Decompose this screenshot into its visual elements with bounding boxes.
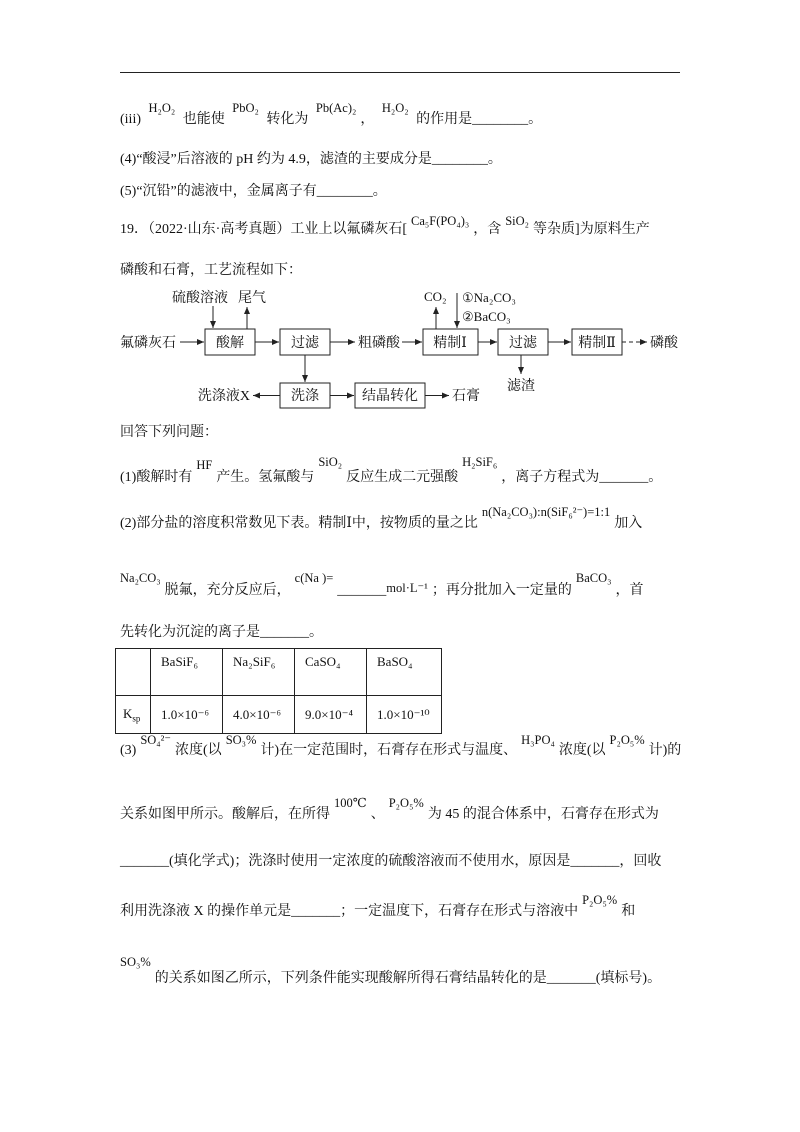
formula-so3-percent: SO₃% [120,955,151,969]
flow-label-residue: 滤渣 [507,379,535,394]
q19-2-cont-text: ；再分批加入一定量的 [431,583,572,598]
flow-box-filter1-label: 过滤 [291,336,319,351]
q19-1-line [120,455,663,487]
formula-so4: SO₄²⁻ [140,733,172,747]
q19-prompt-line [120,423,218,443]
flow-label-wash-liquid: 洗涤液X [197,389,250,404]
q19-1-text: ，离子方程式为_______。 [501,470,663,485]
ksp-table-value-cell: 9.0×10⁻⁴ [295,696,367,734]
formula-sio2: SiO₂ [318,455,343,469]
formula-pbac2: Pb(Ac)₂ [315,101,357,115]
flow-label-phosphoric-acid: 磷酸 [650,336,678,351]
ksp-table-value-cell: 1.0×10⁻¹⁰ [367,696,442,734]
header-rule [120,72,680,73]
q19-3-line4 [120,893,636,921]
flow-label-co2: CO₂ [424,289,447,304]
flow-box-refine1-label: 精制Ⅰ [433,336,467,351]
ksp-table-row-label [116,696,151,734]
q19-1-text: (1)酸解时有 [120,470,193,485]
ksp-table-header-cell: CaSO₄ [295,649,367,696]
formula-hf: HF [196,458,213,472]
q19-3-line5 [120,955,662,988]
formula-h2o2: H₂O₂ [148,101,176,115]
process-flowchart [110,285,690,413]
q19-2-text: 加入 [614,516,643,531]
q19-intro-text: 等杂质]为原料生产 [533,222,650,237]
formula-molar-ratio: n(Na₂CO₃):n(SiF₆²⁻)=1:1 [481,505,611,519]
flow-label-crude-acid: 粗磷酸 [358,336,400,351]
q19-3-l2-text: 、 [370,807,385,822]
formula-h2o2: H₂O₂ [381,101,409,115]
q19-3-l5-text: 的关系如图乙所示，下列条件能实现酸解所得石膏结晶转化的是_______(填标号)。 [154,971,662,986]
flow-label-feed: 氟磷灰石 [120,336,176,351]
q19-intro-cont-text: 磷酸和石膏，工艺流程如下： [120,263,302,278]
q18-iii-line [120,101,543,129]
formula-pbo2: PbO₂ [232,101,259,115]
ksp-subscript: sp [132,713,141,724]
q19-3-line [120,733,682,760]
q19-3-line3 [120,852,661,872]
q19-intro-line [120,214,650,239]
q18-iii-text: 的作用是________。 [416,112,543,127]
q19-3-l4-text: 利用洗涤液 X 的操作单元是_______；一定温度下，石膏存在形式与溶液中 [120,904,579,919]
q19-3-text: 计)在一定范围时，石膏存在形式与温度、 [260,743,518,758]
formula-sio2: SiO₂ [505,214,530,228]
q18-iii-text: 也能使 [182,112,225,127]
q18-4-text: (4)“酸浸”后溶液的 pH 约为 4.9，滤渣的主要成分是________。 [120,152,502,167]
q18-iii-text: ， [360,112,375,127]
flow-label-reagent2: ②BaCO₃ [462,309,511,324]
ksp-table-value-cell: 1.0×10⁻⁶ [151,696,223,734]
q19-3-l2-text: 关系如图甲所示。酸解后，在所得 [120,807,330,822]
q18-iii-label: (iii) [120,112,141,127]
flow-label-gypsum: 石膏 [452,389,480,404]
q19-2-cont-text: ，首 [615,583,644,598]
q19-3-text: 浓度(以 [175,743,222,758]
ksp-table-header-row [116,649,442,696]
formula-p2o5-percent: P₂O₅% [582,893,618,907]
formula-h2sif6: H₂SiF₆ [462,455,498,469]
q19-3-text: 计)的 [648,743,682,758]
ksp-table-value-row [116,696,442,734]
q19-3-l3-text: _______(填化学式)；洗涤时使用一定浓度的硫酸溶液而不使用水，原因是_______，回收 [120,854,662,869]
flow-label-sulfuric-acid: 硫酸溶液 [172,291,228,306]
formula-unit-mol-per-l: mol·L⁻¹ [386,581,428,595]
flow-box-crystal-transform-label: 结晶转化 [362,389,418,404]
ksp-table-header-cell: BaSO₄ [367,649,442,696]
ksp-table-value-cell: 4.0×10⁻⁶ [223,696,295,734]
q18-iii-text: 转化为 [266,112,309,127]
q18-4-line [120,150,502,170]
ksp-table [115,648,442,734]
formula-h3po4: H₃PO₄ [521,733,555,747]
flow-box-filter2-label: 过滤 [509,336,537,351]
formula-baco3: BaCO₃ [575,571,612,585]
q19-2-cont2-text: 先转化为沉淀的离子是_______。 [120,625,323,640]
q19-intro-cont-line [120,261,302,281]
q19-3-line2 [120,796,659,824]
ksp-table-header-cell: BaSiF₆ [151,649,223,696]
q19-2-cont-blank: _______ [337,583,387,598]
ksp-table-header-cell: Na₂SiF₆ [223,649,295,696]
q19-intro-text: ，含 [473,222,502,237]
q19-3-text: 浓度(以 [558,743,606,758]
q18-5-text: (5)“沉铅”的滤液中，金属离子有________。 [120,184,387,199]
q19-3-text: (3) [120,743,137,758]
q19-intro-text: 19．（2022·山东·高考真题）工业上以氟磷灰石[ [120,222,407,237]
formula-fluorapatite: Ca₅F(PO₄)₃ [411,214,470,228]
formula-p2o5-percent: P₂O₅% [388,796,424,810]
flow-label-tail-gas: 尾气 [238,291,266,306]
q19-1-text: 产生。氢氟酸与 [216,470,315,485]
formula-temperature: 100℃ [334,796,367,810]
ksp-table-corner-cell [116,649,151,696]
flow-label-reagent1: ①Na₂CO₃ [462,290,516,305]
q19-prompt-text: 回答下列问题： [120,425,218,440]
q19-2-text: (2)部分盐的溶度积常数见下表。精制Ⅰ中，按物质的量之比 [120,516,478,531]
flow-box-acidolysis-label: 酸解 [216,336,244,351]
flow-box-refine2-label: 精制Ⅱ [578,336,616,351]
ksp-symbol: K [123,705,133,721]
q19-3-l4-text: 和 [621,904,636,919]
formula-p2o5-percent: P₂O₅% [609,733,645,747]
formula-c-na: c(Na )= [294,571,334,585]
q18-5-line [120,182,387,202]
q19-1-text: 反应生成二元强酸 [346,470,459,485]
q19-2-cont-line [120,571,644,600]
formula-so3-percent: SO₃% [225,733,257,747]
q19-2-cont2-line [120,623,323,643]
flow-box-wash-label: 洗涤 [291,389,319,404]
q19-2-cont-text: 脱氟，充分反应后， [164,583,291,598]
q19-3-l2-text: 为 45 的混合体系中，石膏存在形式为 [427,807,659,822]
q19-2-line [120,505,643,533]
formula-na2co3: Na₂CO₃ [120,571,161,585]
